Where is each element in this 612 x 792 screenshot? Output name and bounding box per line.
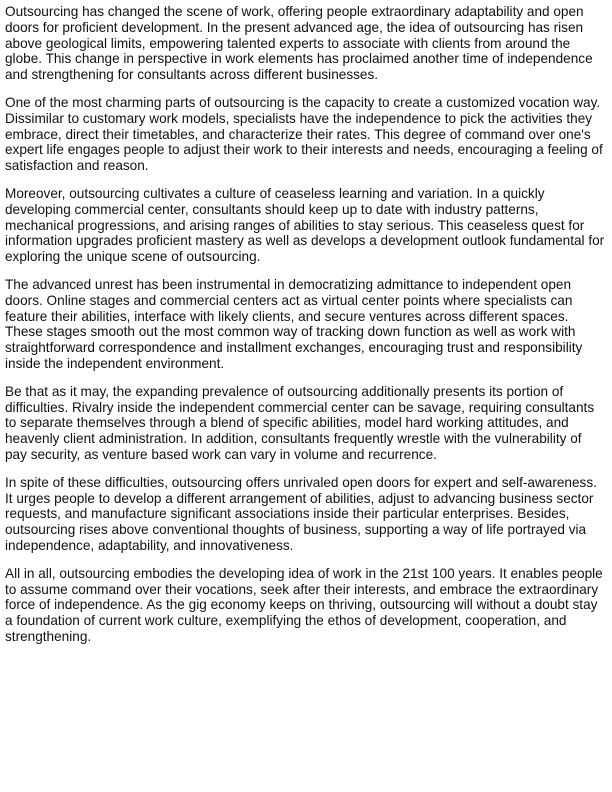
paragraph-1: Outsourcing has changed the scene of work, offering people extraordinary adaptability and open doors for proficient development. In the present advanced age, the idea of outsourcing has risen above geological limits, empowering talented experts to associate with clients from around the globe. This change in perspective in work elements has proclaimed another time of independence and strengthening for consultants across different businesses. bbox=[5, 4, 593, 83]
paragraph-3: Moreover, outsourcing cultivates a culture of ceaseless learning and variation. In a quickly developing commercial center, consultants should keep up to date with industry patterns, mechanical progressions, and arising ranges of abilities to stay serious. This ceaseless quest for information upgrades proficient mastery as well as develops a development outlook fundamental for exploring the unique scene of outsourcing. bbox=[5, 185, 605, 265]
document-body bbox=[5, 4, 606, 657]
paragraph-5: Be that as it may, the expanding prevalence of outsourcing additionally presents its portion of difficulties. Rivalry inside the independent commercial center can be savage, requiring consultants to separate themselves through a blend of specific abilities, model hard working attitudes, and heavenly client administration. In addition, consultants frequently wrestle with the vulnerability of pay security, as venture based work can vary in volume and recurrence. bbox=[5, 383, 595, 462]
paragraph-2: One of the most charming parts of outsourcing is the capacity to create a customized vocation way. Dissimilar to customary work models, specialists have the independence to pick the activities they embrace, direct their timetables, and characterize their rates. This degree of command over one's expert life engages people to adjust their work to their interests and needs, encouraging a feeling of satisfaction and reason. bbox=[5, 94, 603, 174]
paragraph-6: In spite of these difficulties, outsourcing offers unrivaled open doors for expert and self-awareness. It urges people to develop a different arrangement of abilities, adjust to advancing business sector requests, and manufacture significant associations inside their particular enterprises. Besides, outsourcing rises above conventional thoughts of business, supporting a way of life portrayed via independence, adaptability, and innovativeness. bbox=[5, 474, 597, 553]
paragraph-4: The advanced unrest has been instrumental in democratizing admittance to independent open doors. Online stages and commercial centers act as virtual center points where specialists can feature their abilities, interface with likely clients, and secure ventures across different spaces. These stages smooth out the most common way of tracking down function as well as work with straightforward correspondence and installment exchanges, encouraging trust and responsibility inside the independent environment. bbox=[5, 276, 583, 371]
paragraph-7: All in all, outsourcing embodies the developing idea of work in the 21st 100 years. It enables people to assume command over their vocations, seek after their interests, and embrace the extraordinary force of independence. As the gig economy keeps on thriving, outsourcing will without a doubt stay a foundation of current work culture, exemplifying the ethos of development, cooperation, and strengthening. bbox=[5, 565, 603, 644]
